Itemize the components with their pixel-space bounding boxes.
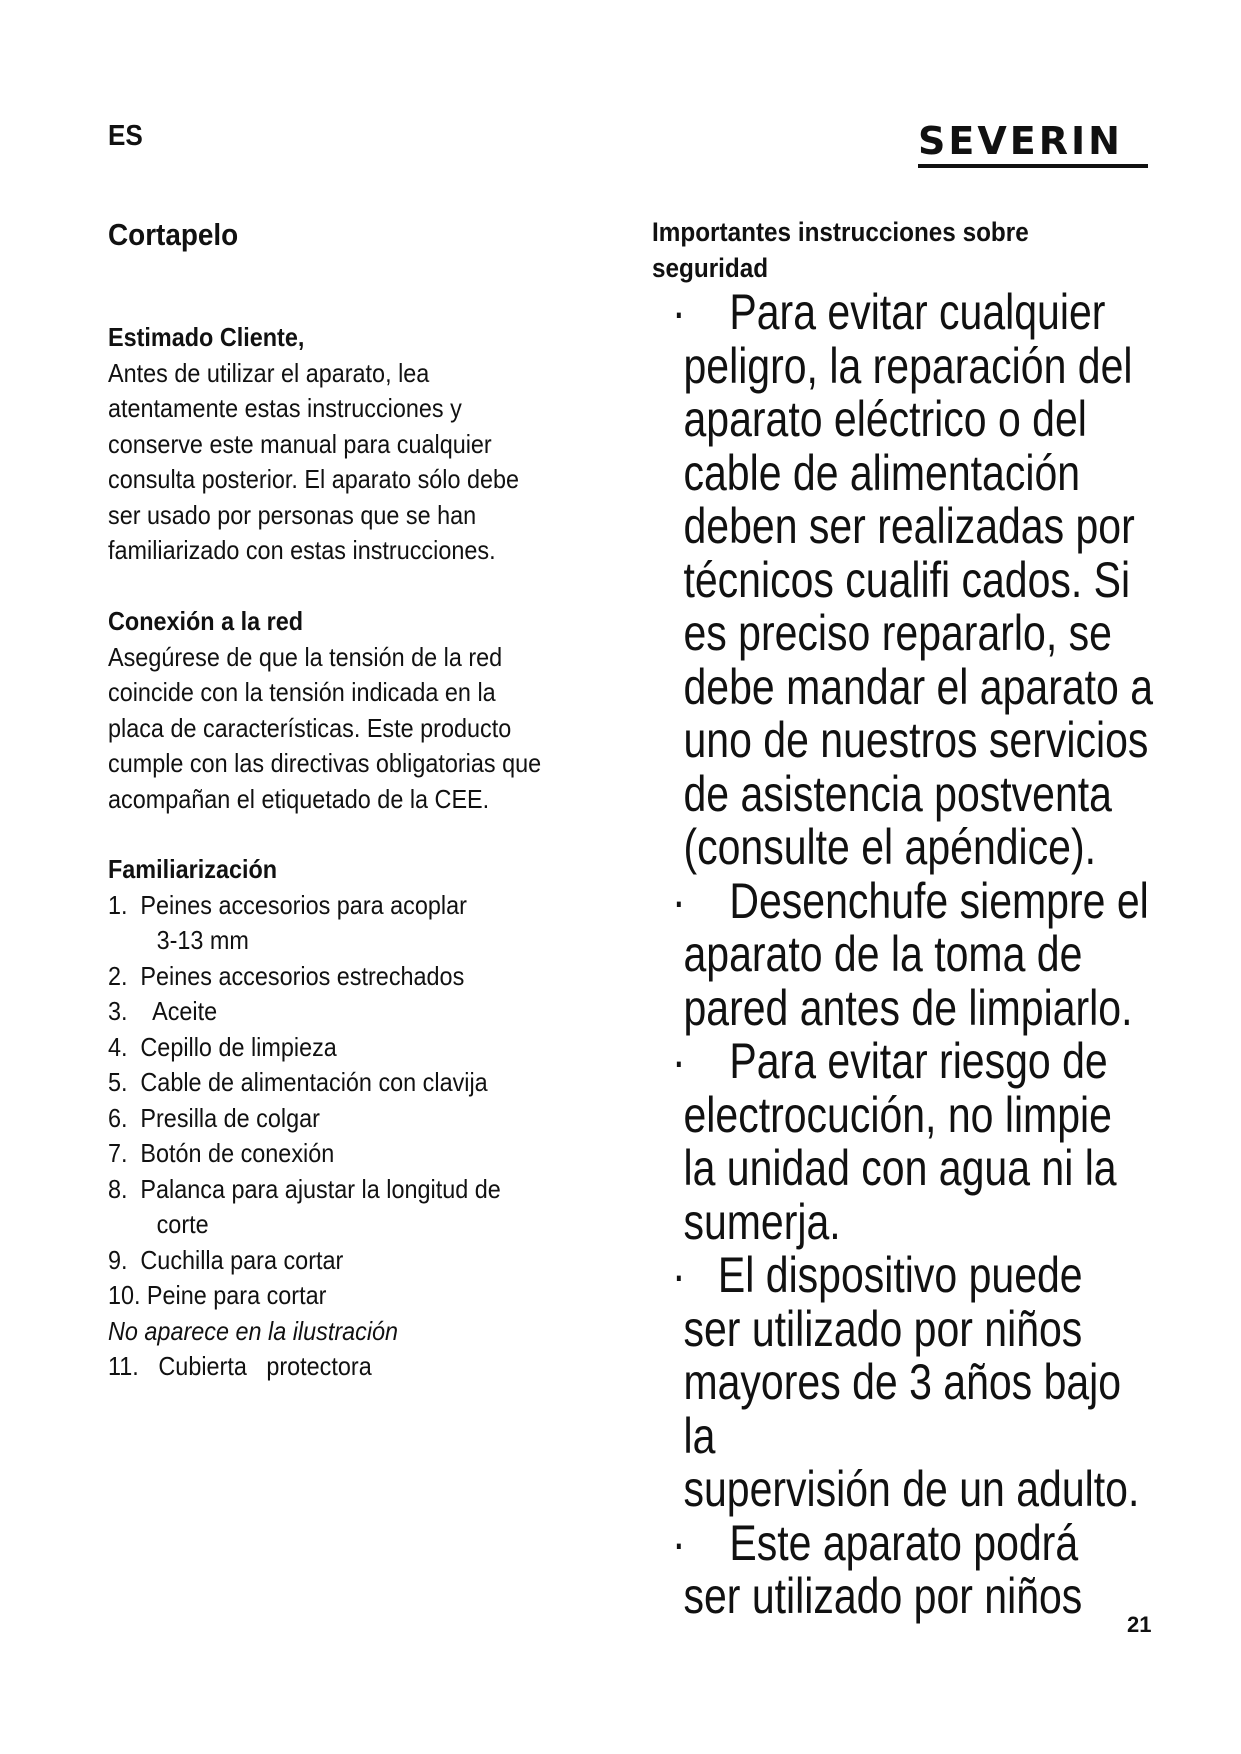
safety-line	[672, 286, 1164, 340]
item-text: Cepillo de limpieza	[140, 1031, 337, 1062]
item-number: 11.	[108, 1351, 139, 1381]
list-item	[108, 1065, 612, 1101]
page-title: Cortapelo	[108, 217, 239, 252]
safety-line: pared antes de limpiarlo.	[683, 979, 1133, 1036]
item-number: 3.	[108, 996, 128, 1026]
item-number: 1.	[108, 889, 128, 920]
item-text: Cuchilla para cortar	[140, 1244, 344, 1275]
bullet-icon: ·	[672, 284, 686, 340]
safety-text: Para evitar riesgo de	[729, 1033, 1108, 1089]
item-text: Peine para cortar	[140, 1280, 327, 1310]
list-item-continuation: 3-13 mm	[156, 925, 249, 955]
intro-line: Antes de utilizar el aparato, lea	[108, 357, 430, 388]
bullet-icon: ·	[672, 1033, 686, 1089]
connection-section	[108, 604, 612, 817]
list-item	[108, 1278, 612, 1314]
safety-list	[672, 286, 1164, 1624]
safety-line: cable de alimentación	[683, 444, 1081, 501]
safety-item	[672, 1514, 1164, 1624]
intro-line: atentamente estas instrucciones y	[108, 393, 462, 423]
connection-heading: Conexión a la red	[108, 606, 304, 636]
item-number: 10.	[108, 1280, 141, 1310]
intro-line: familiarizado con estas instrucciones.	[108, 535, 496, 565]
list-item	[108, 1101, 612, 1137]
item-number: 9.	[108, 1244, 128, 1275]
list-item	[108, 1136, 612, 1172]
safety-line: de asistencia postventa	[683, 765, 1112, 822]
item-number: 5.	[108, 1067, 128, 1097]
safety-line: es preciso repararlo, se	[683, 605, 1112, 661]
item-number: 2.	[108, 960, 128, 991]
list-item	[108, 1030, 612, 1066]
item-text: Cubierta protectora	[158, 1351, 372, 1381]
safety-line: (consulte el apéndice).	[683, 819, 1097, 875]
language-code: ES	[108, 120, 143, 152]
safety-line: ser utilizado por niños	[683, 1568, 1083, 1624]
safety-line: aparato eléctrico o del	[683, 391, 1087, 447]
intro-line: consulta posterior. El aparato sólo debe	[108, 464, 520, 494]
safety-line: uno de nuestros servicios	[683, 712, 1149, 768]
safety-line: supervisión de un adulto.	[683, 1461, 1140, 1517]
page-number: 21	[1127, 1612, 1152, 1637]
list-item	[108, 1243, 612, 1279]
logo-underline	[918, 164, 1148, 168]
parts-list	[108, 888, 612, 1385]
list-item	[108, 1349, 612, 1385]
safety-item	[672, 286, 1164, 875]
connection-line: acompañan el etiquetado de la CEE.	[108, 783, 490, 814]
safety-item	[672, 1035, 1164, 1249]
list-item	[108, 959, 612, 995]
list-item	[108, 994, 612, 1030]
safety-line: peligro, la reparación del	[683, 337, 1133, 394]
safety-line: mayores de 3 años bajo la	[683, 1354, 1122, 1464]
safety-text: El dispositivo puede	[717, 1247, 1083, 1303]
safety-heading-line: Importantes instrucciones sobre	[652, 217, 1029, 247]
safety-heading	[652, 214, 1120, 286]
item-number: 6.	[108, 1102, 128, 1133]
brand-logo: SEVERIN	[918, 119, 1123, 163]
item-text: Aceite	[140, 996, 218, 1026]
bullet-icon: ·	[672, 1514, 686, 1571]
connection-line: cumple con las directivas obligatorias que	[108, 748, 542, 778]
safety-line: electrocución, no limpie	[683, 1086, 1112, 1143]
intro-heading: Estimado Cliente,	[108, 322, 305, 352]
safety-line: técnicos cualifi cados. Si	[683, 551, 1131, 608]
item-number: 7.	[108, 1138, 128, 1168]
connection-line: placa de características. Este producto	[108, 712, 512, 743]
list-item-continuation: corte	[156, 1209, 209, 1239]
intro-section	[108, 320, 612, 569]
intro-line: conserve este manual para cualquier	[108, 428, 492, 459]
list-item	[108, 1172, 612, 1208]
connection-line: Asegúrese de que la tensión de la red	[108, 641, 503, 672]
item-number: 8.	[108, 1173, 128, 1204]
list-item	[108, 888, 612, 924]
item-number: 4.	[108, 1031, 128, 1062]
item-text: Botón de conexión	[140, 1138, 335, 1168]
safety-line: ser utilizado por niños	[683, 1300, 1083, 1357]
safety-heading-line: seguridad	[652, 253, 769, 283]
safety-line: deben ser realizadas por	[683, 498, 1135, 554]
safety-line: sumerja.	[683, 1193, 841, 1250]
connection-line: coincide con la tensión indicada en la	[108, 677, 496, 707]
familiarization-heading: Familiarización	[108, 854, 278, 884]
safety-line	[672, 1249, 1164, 1303]
safety-line: debe mandar el aparato a	[683, 658, 1154, 715]
safety-text: Este aparato podrá	[729, 1514, 1079, 1571]
safety-line	[672, 1514, 1164, 1571]
safety-line: la unidad con agua ni la	[683, 1140, 1117, 1196]
item-text: Peines accesorios estrechados	[140, 960, 465, 991]
safety-line: aparato de la toma de	[683, 926, 1083, 982]
safety-item	[672, 1249, 1164, 1517]
not-shown-note: No aparece en la ilustración	[108, 1315, 399, 1346]
safety-text: Para evitar cualquier	[729, 284, 1106, 340]
safety-text: Desenchufe siempre el	[729, 872, 1149, 929]
familiarization-section	[108, 852, 612, 1385]
safety-line	[672, 1035, 1164, 1089]
item-text: Palanca para ajustar la longitud de	[140, 1173, 501, 1204]
bullet-icon: ·	[672, 1247, 686, 1303]
safety-line	[672, 872, 1164, 929]
intro-line: ser usado por personas que se han	[108, 499, 477, 530]
bullet-icon: ·	[672, 872, 686, 929]
item-text: Peines accesorios para acoplar	[140, 889, 467, 920]
safety-item	[672, 872, 1164, 1036]
item-text: Presilla de colgar	[140, 1102, 320, 1133]
item-text: Cable de alimentación con clavija	[140, 1067, 488, 1097]
